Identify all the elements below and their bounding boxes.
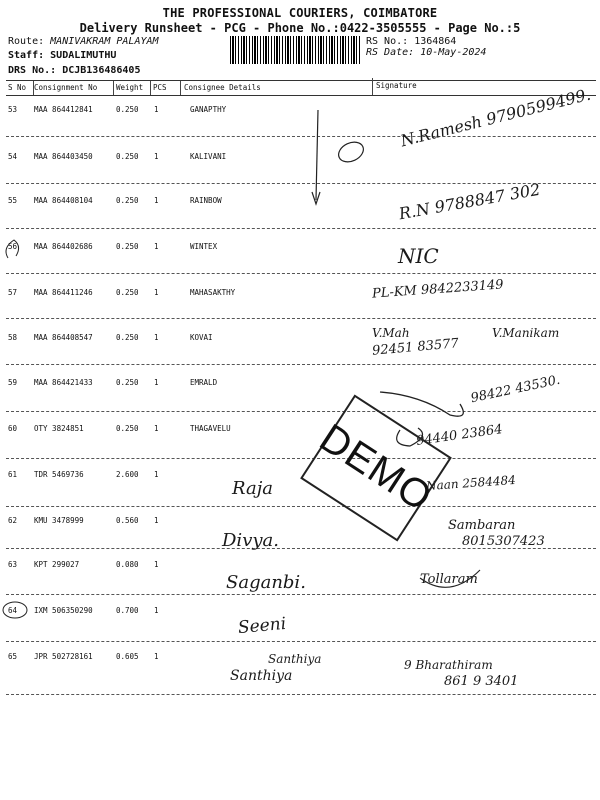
signature-58-name: V.Mah [372, 326, 410, 340]
signature-stroke [380, 392, 463, 416]
signature-62-name2: Sambaran [448, 518, 516, 533]
signature-56: NIC [398, 244, 439, 268]
row-weight: 0.560 [116, 516, 139, 525]
demo-stamp-text: DEMO [312, 415, 441, 520]
row-consignment: MAA 864411246 [34, 288, 93, 297]
row-pcs: 1 [154, 560, 159, 569]
row-weight: 0.250 [116, 288, 139, 297]
row-weight: 0.700 [116, 606, 139, 615]
signature-63-name2: Tollaram [420, 572, 478, 587]
runsheet-subtitle: Delivery Runsheet - PCG - Phone No.:0422-3505555 - Page No.:5 [79, 21, 521, 35]
row-weight: 0.605 [116, 652, 139, 661]
row-pcs: 1 [154, 333, 159, 342]
row-consignee: MAHASAKTHY [190, 288, 236, 297]
col-signature: Signature [376, 81, 417, 90]
signature-65-name2: Santhiya [230, 668, 293, 684]
signature-55: R.N 9788847 302 [397, 179, 542, 224]
row-pcs: 1 [154, 606, 159, 615]
signature-62-phone: 8015307423 [462, 534, 545, 549]
row-consignment: IXM 506350290 [34, 606, 93, 615]
rs-no-label: RS No.: [366, 36, 409, 47]
row-pcs: 1 [154, 196, 159, 205]
signature-59: 98422 43530. [469, 372, 562, 407]
staff-value: SUDALIMUTHU [50, 50, 117, 61]
row-pcs: 1 [154, 652, 159, 661]
row-consignee: GANAPTHY [190, 105, 227, 114]
row-pcs: 1 [154, 424, 159, 433]
row-sno: 65 [8, 652, 18, 661]
row-sno: 62 [8, 516, 18, 525]
signature-58-name2: V.Manikam [492, 326, 560, 340]
row-weight: 0.250 [116, 196, 139, 205]
company-title: THE PROFESSIONAL COURIERS, COIMBATORE [162, 6, 438, 20]
rs-date-label: RS Date: [366, 47, 415, 58]
row-consignee: WINTEX [190, 242, 218, 251]
col-weight: Weight [116, 83, 144, 92]
row-sno: 57 [8, 288, 18, 297]
row-consignment: TDR 5469736 [34, 470, 84, 479]
row-consignee: THAGAVELU [190, 424, 231, 433]
pen-stroke-line [316, 110, 318, 200]
row-consignment: MAA 864412841 [34, 105, 93, 114]
row-sno: 53 [8, 105, 18, 114]
row-sno: 61 [8, 470, 18, 479]
row-sno: 59 [8, 378, 18, 387]
row-pcs: 1 [154, 378, 159, 387]
row-pcs: 1 [154, 152, 159, 161]
row-weight: 0.250 [116, 378, 139, 387]
pen-circle-mark [335, 138, 366, 165]
row-sno: 56 [8, 242, 18, 251]
row-consignee: RAINBOW [190, 196, 222, 205]
rs-no-value: 1364864 [414, 36, 457, 47]
row-consignment: MAA 864403450 [34, 152, 93, 161]
route-value: MANIVAKRAM PALAYAM [50, 36, 159, 47]
row-sno: 60 [8, 424, 18, 433]
row-weight: 0.250 [116, 152, 139, 161]
route-label: Route: [8, 36, 45, 47]
row-pcs: 1 [154, 516, 159, 525]
signature-64: Seeni [237, 613, 287, 639]
signature-62-name: Divya. [222, 530, 279, 551]
row-consignment: MAA 864408547 [34, 333, 93, 342]
col-consignee: Consignee Details [184, 83, 261, 92]
col-consignment: Consignment No [34, 83, 98, 92]
staff-label: Staff: [8, 50, 45, 61]
row-consignment: MAA 864421433 [34, 378, 93, 387]
row-weight: 0.080 [116, 560, 139, 569]
row-sno: 63 [8, 560, 18, 569]
rs-date-value: 10-May-2024 [420, 47, 487, 58]
signature-65-phone: 861 9 3401 [444, 674, 519, 689]
signature-57: PL-KM 9842233149 [371, 277, 505, 302]
row-consignment: OTY 3824851 [34, 424, 84, 433]
row-consignment: MAA 864402686 [34, 242, 93, 251]
row-sno: 55 [8, 196, 18, 205]
row-consignment: KMU 3478999 [34, 516, 84, 525]
pen-scribble [6, 240, 19, 258]
signature-58-phone: 92451 83577 [371, 336, 460, 359]
signature-65-name: Santhiya [268, 652, 322, 666]
row-consignee: KOVAI [190, 333, 213, 342]
row-consignment: MAA 864408104 [34, 196, 93, 205]
drs-value: DCJB136486405 [62, 65, 141, 76]
col-pcs: PCS [153, 83, 167, 92]
drs-label: DRS No.: [8, 65, 57, 76]
row-pcs: 1 [154, 288, 159, 297]
row-weight: 0.250 [116, 105, 139, 114]
col-sno: S No [8, 83, 27, 92]
row-consignee: EMRALD [190, 378, 218, 387]
signature-61-phone: Naan 2584484 [425, 472, 517, 494]
row-weight: 0.250 [116, 424, 139, 433]
row-pcs: 1 [154, 470, 159, 479]
signature-63-name: Saganbi. [226, 572, 306, 593]
pen-circle-mark [3, 602, 27, 618]
row-consignment: JPR 502728161 [34, 652, 93, 661]
row-weight: 2.600 [116, 470, 139, 479]
row-weight: 0.250 [116, 333, 139, 342]
signature-53: N.Ramesh 9790599499. [398, 84, 593, 151]
row-sno: 54 [8, 152, 18, 161]
row-consignment: KPT 299027 [34, 560, 80, 569]
row-pcs: 1 [154, 242, 159, 251]
row-consignee: KALIVANI [190, 152, 227, 161]
row-pcs: 1 [154, 105, 159, 114]
row-sno: 58 [8, 333, 18, 342]
signature-60: 94440 23864 [415, 422, 504, 449]
row-sno: 64 [8, 606, 18, 615]
signature-61-name: Raja [232, 478, 274, 499]
signature-65-name3: 9 Bharathiram [404, 658, 493, 672]
row-weight: 0.250 [116, 242, 139, 251]
